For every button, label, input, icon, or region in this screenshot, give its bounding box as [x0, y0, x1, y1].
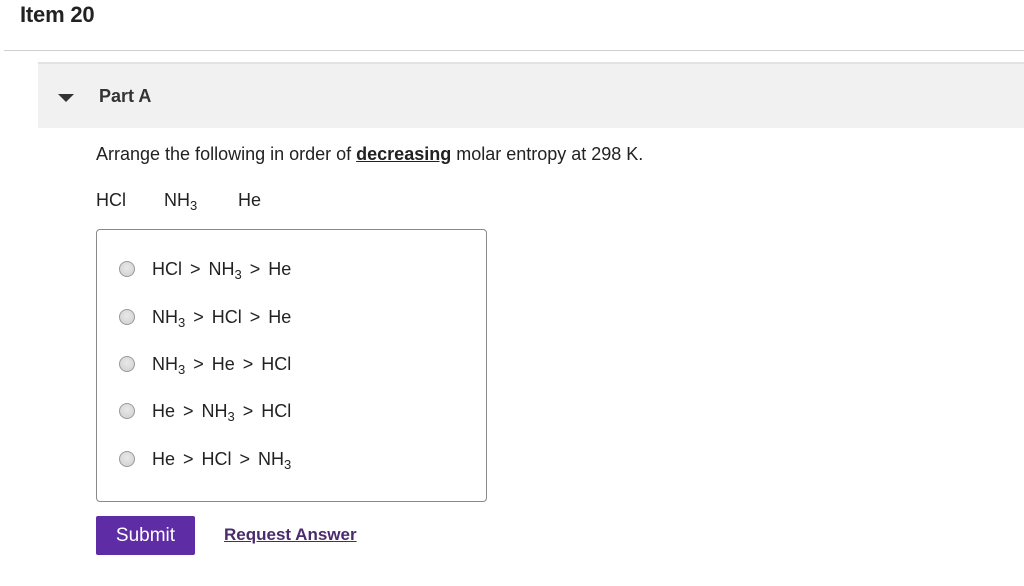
species-label: He: [238, 190, 262, 210]
species-nh3: [164, 190, 197, 211]
species-he: [238, 190, 261, 211]
radio-button[interactable]: [119, 356, 135, 372]
option-label: $NH_3$ > HCl > He: [152, 306, 292, 330]
option-label: HCl > $NH_3 > He$: [152, 258, 292, 282]
divider: [4, 50, 1024, 51]
species-label: NH: [164, 190, 190, 210]
part-title: Part A: [99, 86, 152, 106]
radio-button[interactable]: [119, 261, 135, 277]
submit-button[interactable]: Submit: [96, 516, 195, 555]
question-emphasis: decreasing: [356, 144, 452, 164]
item-title: Item 20: [20, 2, 95, 27]
option-4[interactable]: [119, 399, 291, 423]
question-text: [96, 144, 643, 165]
option-5[interactable]: [119, 447, 291, 471]
radio-button[interactable]: [119, 309, 135, 325]
request-answer-link[interactable]: Request Answer: [224, 525, 357, 544]
answer-options: [96, 229, 487, 502]
option-3[interactable]: [119, 352, 291, 376]
option-label: $He > NH_3$ > HCl: [152, 400, 292, 424]
question-suffix: molar entropy at 298 K.: [451, 144, 644, 164]
radio-button[interactable]: [119, 403, 135, 419]
species-subscript: 3: [190, 198, 198, 213]
question-prefix: Arrange the following in order of: [96, 144, 357, 164]
species-hcl: [96, 190, 126, 211]
option-2[interactable]: [119, 305, 291, 329]
collapse-arrow-icon[interactable]: [58, 94, 74, 102]
part-header[interactable]: [38, 62, 1024, 128]
option-1[interactable]: [119, 257, 291, 281]
radio-button[interactable]: [119, 451, 135, 467]
option-label: $NH_3 > He$ > HCl: [152, 353, 292, 377]
option-label: He > HCl > $NH_3$: [152, 448, 292, 472]
species-label: HCl: [96, 190, 126, 210]
